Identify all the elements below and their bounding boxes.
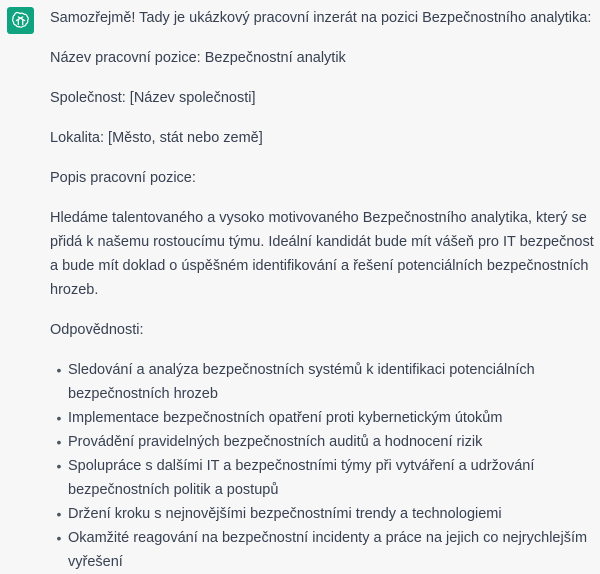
responsibilities-list [50,358,595,574]
list-item-text: Okamžité reagování na bezpečnostní incidenty a práce na jejich co nejrychlejším vyřešení [68,530,588,570]
bullet-icon: • [56,362,62,378]
responsibilities-heading: Odpovědnosti: [50,322,144,338]
list-item-text: Spolupráce s dalšími IT a bezpečnostními týmy při vytváření a udržování bezpečnostních politik a postupů [68,458,535,498]
openai-logo-icon [11,11,30,30]
list-item [56,502,595,526]
bullet-icon: • [56,506,62,522]
list-item [56,430,595,454]
list-item [56,358,595,406]
message-content [50,6,595,574]
list-item [56,406,595,430]
bullet-icon: • [56,458,62,474]
list-item-text: Držení kroku s nejnovějšími bezpečnostními trendy a technologiemi [68,506,502,522]
bullet-icon: • [56,530,62,546]
company-line: Společnost: [Název společnosti] [50,90,256,106]
location-line: Lokalita: [Město, stát nebo země] [50,130,263,146]
job-title-line: Název pracovní pozice: Bezpečnostní analytik [50,50,346,66]
list-item [56,454,595,502]
bullet-icon: • [56,410,62,426]
list-item-text: Implementace bezpečnostních opatření proti kybernetickým útokům [68,410,503,426]
assistant-avatar [7,7,34,34]
intro-text: Samozřejmě! Tady je ukázkový pracovní inzerát na pozici Bezpečnostního analytika: [50,10,592,26]
description-text: Hledáme talentovaného a vysoko motivovaného Bezpečnostního analytika, který se přidá k našemu rostoucímu týmu. Ideální kandidát bude mít vášeň pro IT bezpečnost a bude mít doklad o úspěšném identifikování a řešení potenciálních bezpečnostních hrozeb. [50,210,594,298]
description-heading: Popis pracovní pozice: [50,170,196,186]
list-item-text: Sledování a analýza bezpečnostních systémů k identifikaci potenciálních bezpečnostních hrozeb [68,362,535,402]
bullet-icon: • [56,434,62,450]
list-item-text: Provádění pravidelných bezpečnostních auditů a hodnocení rizik [68,434,483,450]
list-item [56,526,595,574]
